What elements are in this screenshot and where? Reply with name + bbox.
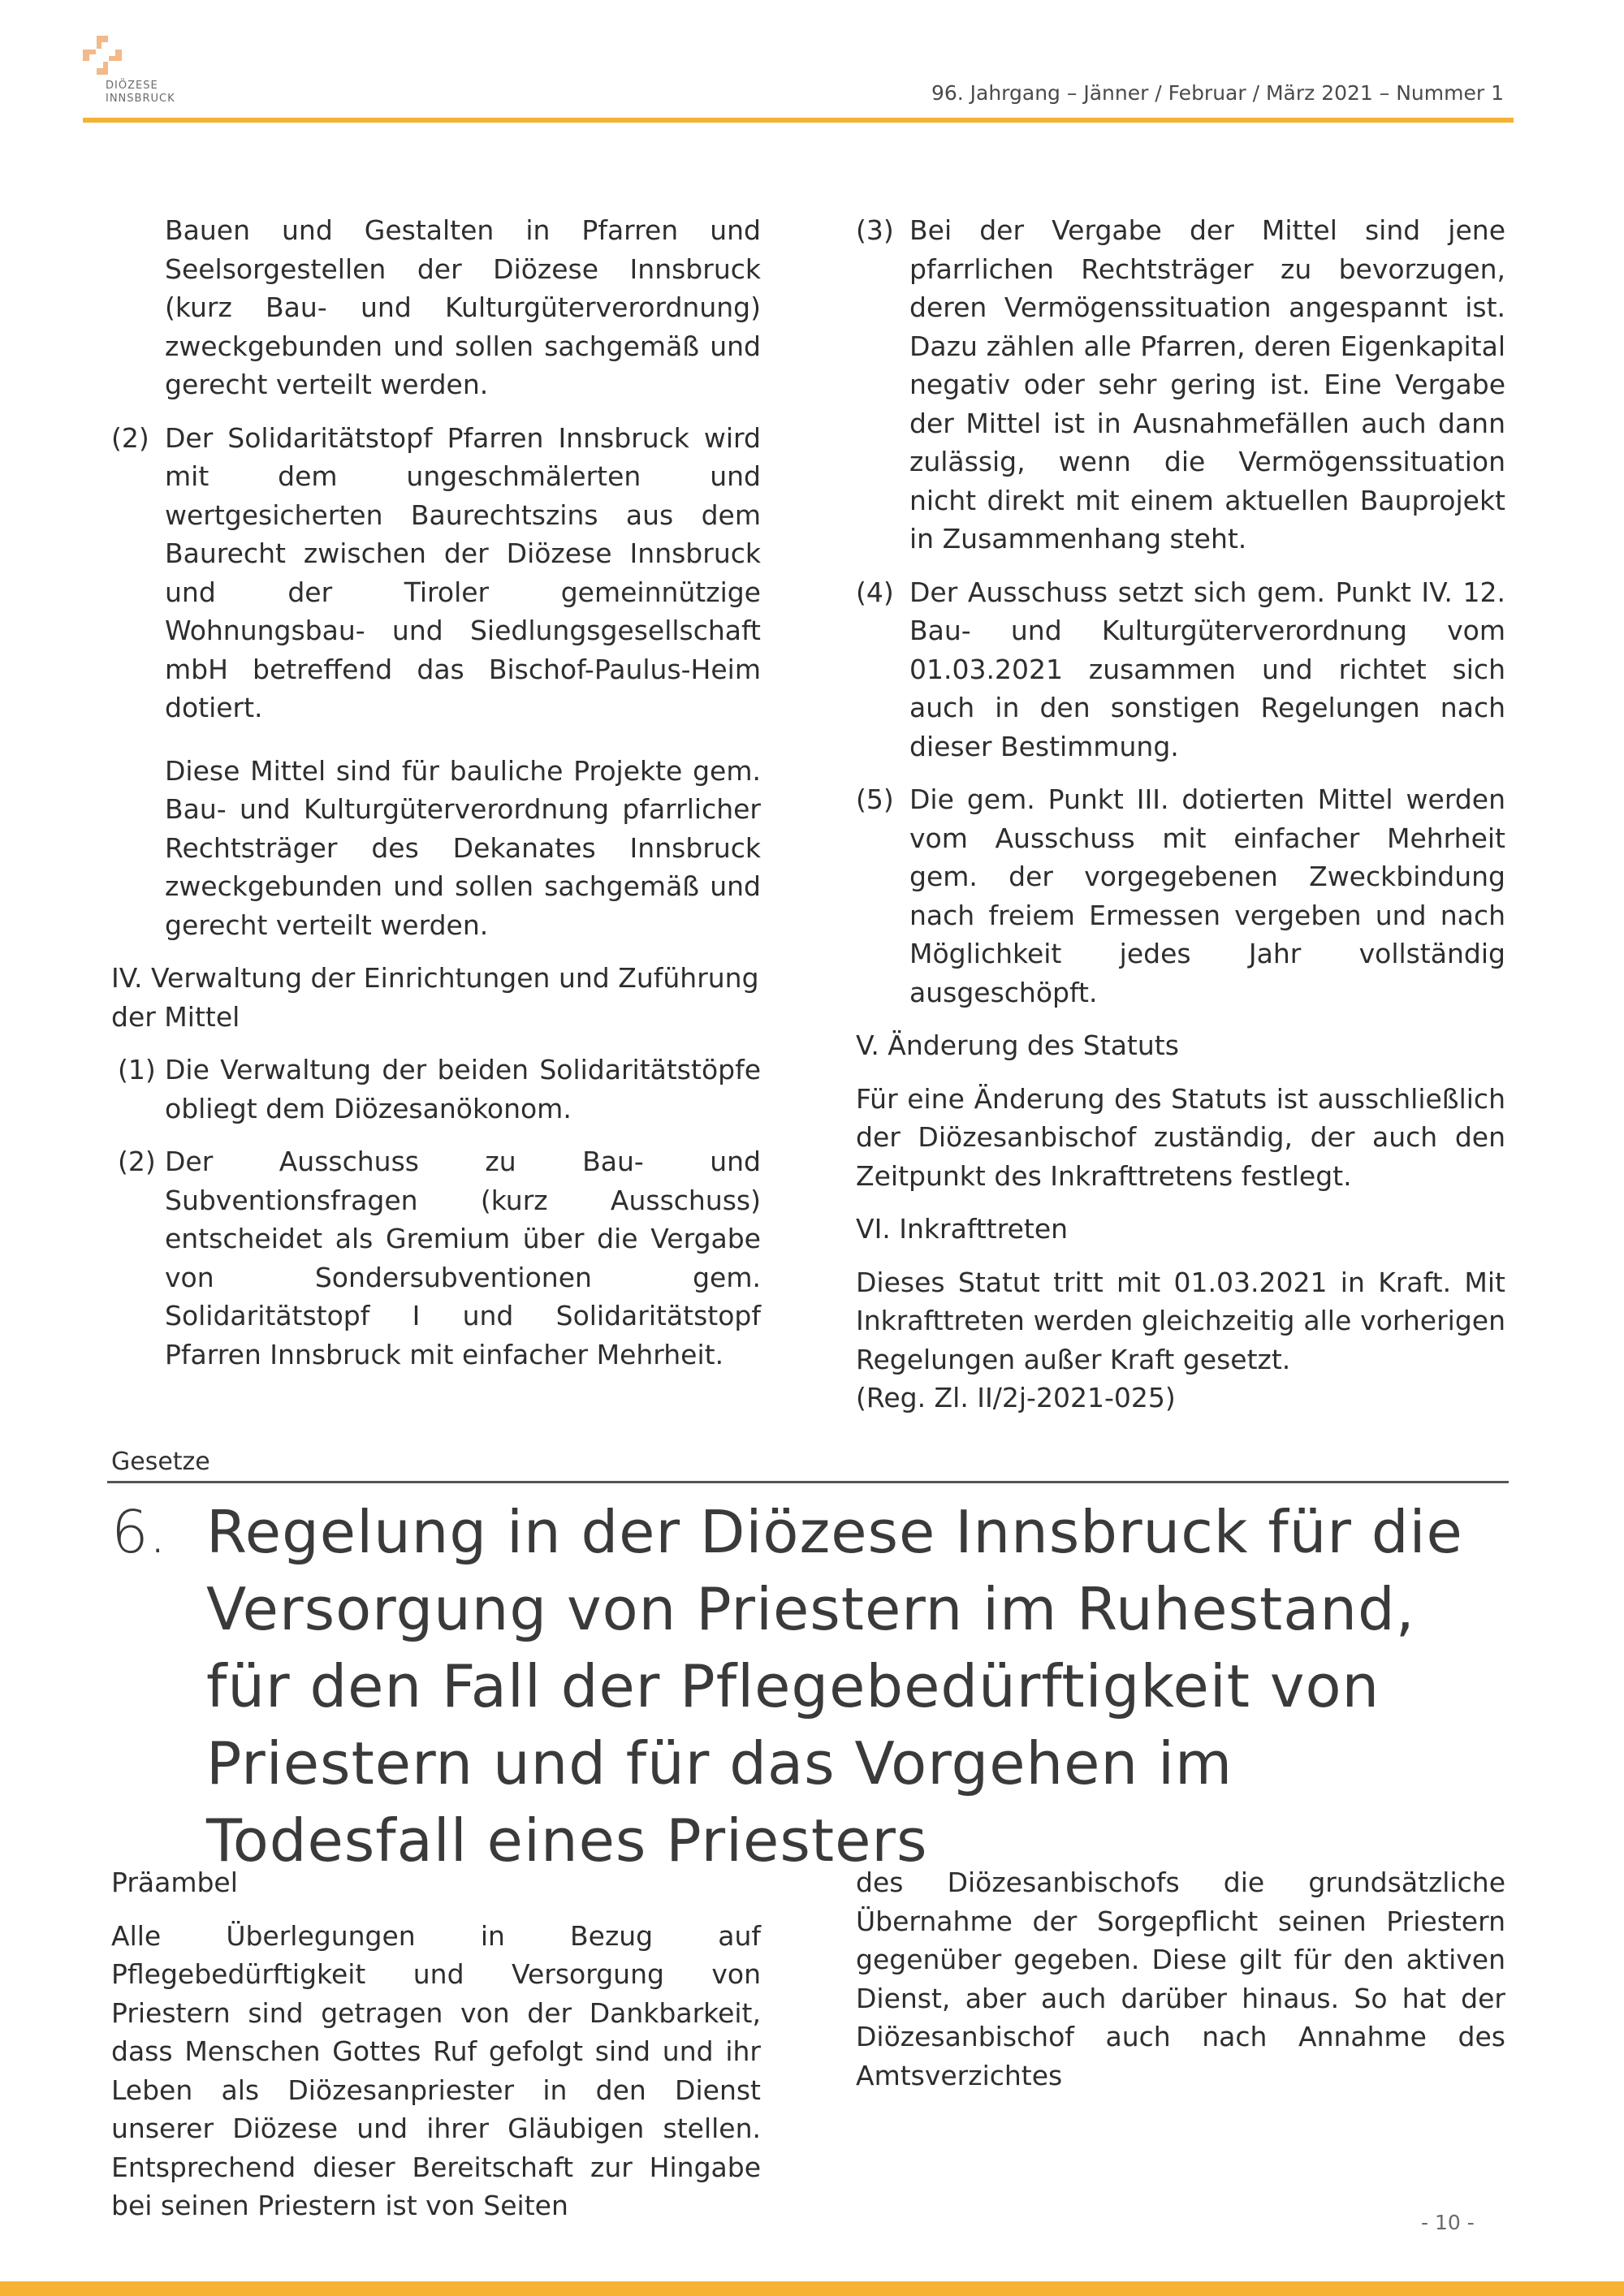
list-text: Bei der Vergabe der Mittel sind jene pfarrlichen Rechtsträger zu bevorzugen, deren Vermögenssituation angespannt ist. Dazu zählen alle Pfarren, deren Eigenkapital negativ oder sehr gering ist. Eine Vergabe der Mittel ist in Ausnahmefällen auch dann zulässig, wenn die Vermögenssituation nicht direkt mit einem aktuellen Bauprojekt in Zusammenhang steht. <box>909 214 1505 555</box>
list-number: (2) <box>111 421 149 454</box>
preamble-text-left: Alle Überlegungen in Bezug auf Pflegebedürftigkeit und Versorgung von Priestern sind getragen von der Dankbarkeit, dass Menschen Gottes Ruf gefolgt sind und ihr Leben als Diözesanpriester in den Dienst unserer Diözese und ihrer Gläubigen stellen. Entsprechend dieser Bereitschaft zur Hingabe bei seinen Priestern ist von Seiten <box>111 1919 761 2221</box>
right-column <box>856 211 1505 1432</box>
registration-number: (Reg. Zl. II/2j-2021-025) <box>856 1382 1176 1413</box>
preamble-right <box>856 1863 1505 2109</box>
paragraph-vi: Dieses Statut tritt mit 01.03.2021 in Kraft. Mit Inkrafttreten werden gleichzeitig alle vorherigen Regelungen außer Kraft gesetzt. <box>856 1266 1505 1375</box>
left-column <box>111 211 761 1388</box>
list-number: (4) <box>856 576 894 608</box>
preamble-left <box>111 1863 761 2240</box>
list-number: (2) <box>118 1146 156 1177</box>
list-number: (1) <box>118 1054 156 1085</box>
list-text: Die gem. Punkt III. dotierten Mittel werden vom Ausschuss mit einfacher Mehrheit gem. der vorgegebenen Zweckbindung nach freiem Ermessen vergeben und nach Möglichkeit jedes Jahr vollständig ausgeschöpft. <box>909 783 1505 1008</box>
paragraph-funds: Diese Mittel sind für bauliche Projekte gem. Bau- und Kulturgüterverordnung pfarrlicher Rechtsträger des Dekanates Innsbruck zweckgebunden und sollen sachgemäß und gerecht verteilt werden. <box>165 754 761 941</box>
cross-logo-icon <box>81 34 123 76</box>
list-text: Der Ausschuss setzt sich gem. Punkt IV. 12. Bau- und Kulturgüterverordnung vom 01.03.2021 zusammen und richtet sich auch in den sonstigen Regelungen nach dieser Bestimmung. <box>909 576 1505 762</box>
list-text: Der Solidaritätstopf Pfarren Innsbruck wird mit dem ungeschmälerten und wertgesicherten Baurechtszins aus dem Baurecht zwischen der Diözese Innsbruck und der Tiroler gemeinnützige Wohnungsbau- und Siedlungsgesellschaft mbH betreffend das Bischof-Paulus-Heim dotiert. <box>165 421 761 723</box>
list-text: Der Ausschuss zu Bau- und Subventionsfragen (kurz Ausschuss) entscheidet als Gremium über die Vergabe von Sondersubventionen gem. Solidaritätstopf I und Solidaritätstopf Pfarren Innsbruck mit einfacher Mehrheit. <box>165 1146 761 1370</box>
issue-info: 96. Jahrgang – Jänner / Februar / März 2021 – Nummer 1 <box>931 81 1504 105</box>
paragraph-v: Für eine Änderung des Statuts ist ausschließlich der Diözesanbischof zuständig, der auch den Zeitpunkt des Inkrafttretens festlegt. <box>856 1082 1505 1192</box>
section-title: Regelung in der Diözese Innsbruck für die Versorgung von Priestern im Ruhestand, für den Fall der Pflegebedürftigkeit von Priestern und für das Vorgehen im Todesfall eines Priesters <box>206 1498 1463 1875</box>
preamble-heading: Präambel <box>111 1867 238 1898</box>
list-number: (5) <box>856 783 894 815</box>
list-text: Die Verwaltung der beiden Solidaritätstöpfe obliegt dem Diözesanökonom. <box>165 1054 761 1124</box>
footer-bar <box>0 2281 1624 2296</box>
page-number: - 10 - <box>1421 2211 1475 2234</box>
heading-v: V. Änderung des Statuts <box>856 1029 1179 1061</box>
logo-text: DIÖZESE INNSBRUCK <box>106 80 175 105</box>
section-number: 6. <box>111 1498 167 1566</box>
list-item-4 <box>856 573 1505 766</box>
heading-iv: IV. Verwaltung der Einrichtungen und Zuführung der Mittel <box>111 962 759 1033</box>
section-label: Gesetze <box>111 1448 210 1476</box>
section-divider <box>107 1481 1509 1483</box>
list-item-5 <box>856 780 1505 1012</box>
list-item-iv-2 <box>111 1142 761 1374</box>
heading-vi: VI. Inkrafttreten <box>856 1213 1069 1245</box>
list-item-iv-1 <box>111 1051 761 1128</box>
list-item-3 <box>856 211 1505 559</box>
preamble-text-right: des Diözesanbischofs die grundsätzliche Übernahme der Sorgepflicht seinen Priestern gegenüber gegeben. Diese gilt für den aktiven Dienst, aber auch darüber hinaus. So hat der Diözesanbischof auch nach Annahme des Amtsverzichtes <box>856 1867 1505 2091</box>
paragraph-continuation: Bauen und Gestalten in Pfarren und Seelsorgestellen der Diözese Innsbruck (kurz Bau- und Kulturgüterverordnung) zweckgebunden und sollen sachgemäß und gerecht verteilt werden. <box>165 214 761 400</box>
diocese-logo <box>81 34 203 107</box>
list-number: (3) <box>856 214 894 246</box>
header-divider <box>83 118 1514 123</box>
list-item-2 <box>111 419 761 727</box>
